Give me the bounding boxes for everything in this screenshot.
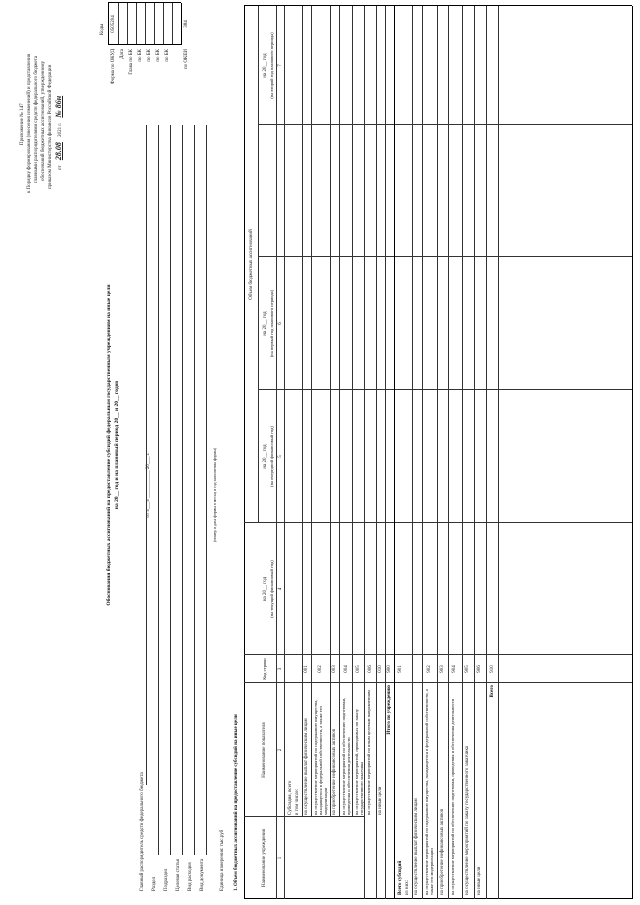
code-value-okud: 0505204 — [111, 15, 116, 33]
row-including: в том числе: — [295, 788, 300, 815]
appendix-line-5: приказом Министерства финансов Российской Федерации — [48, 64, 53, 189]
document-title-years: на 20__ год и на плановый период 20__ и 20__ годов — [114, 380, 120, 510]
row-label-006: на осуществление мероприятий по иным целевым направлениям — [366, 690, 371, 815]
document-title: Обоснования бюджетных ассигнований на предоставление субсидий федеральным государственным учреждениям на иные цели — [106, 284, 112, 606]
appendix-line-6 — [56, 96, 64, 170]
row-label-001: на осуществление выплат физическим лицам — [304, 718, 309, 815]
appendix-date-handwritten: 28.08 — [54, 142, 63, 161]
row-label-005: на осуществление мероприятий, проводимых по заказу государственного заказчика — [354, 708, 364, 815]
field-document-type: Вид документа — [200, 858, 205, 891]
col-header-y3-note: (на второй год планового периода) — [269, 32, 274, 99]
code-label-bk-3: по БК — [156, 49, 161, 62]
section2-row-code-905: 905 — [465, 665, 470, 673]
row-code-006: 006 — [368, 665, 373, 673]
appendix-number-handwritten: № 86н — [54, 95, 63, 118]
appendix-year: 2021 г. — [58, 122, 63, 137]
code-label-bk-1: по БК — [138, 49, 143, 62]
section2-row-code-904: 904 — [452, 665, 457, 673]
col-header-y3: на 20__ год — [263, 53, 268, 78]
appendix-line-4: обоснований бюджетных ассигнований, утвержденному — [41, 61, 46, 181]
section2-title: Всего субсидий — [398, 860, 403, 895]
appendix-line-3: главными распорядителями средств федерального бюджета — [34, 55, 39, 183]
col-header-code: Код строки — [262, 658, 267, 680]
col-number-6: 6 — [278, 322, 283, 325]
col-header-y0-note: (на текущий финансовый год) — [269, 560, 274, 618]
row-code-001: 001 — [304, 665, 309, 673]
grand-total-code: 910 — [490, 665, 495, 673]
col-header-institution: Наименование учреждения — [262, 829, 267, 888]
section2-row-label-902: на осуществление мероприятий по содержанию имущества, находящегося в федеральной собственности, а также его модернизации — [424, 689, 434, 895]
row-code-010: 010 — [378, 665, 383, 673]
form-date-note: (номер и дата формы в месяц и год заполнения формы) — [212, 447, 217, 543]
col-number-1: 1 — [278, 856, 283, 860]
institution-total-code: 900 — [387, 665, 392, 673]
col-header-y2-note: (на первый год планового периода) — [269, 289, 274, 358]
section2-sub: из них: — [405, 879, 410, 895]
section2-row-label-906: на иные цели — [477, 866, 482, 895]
col-number-7: 7 — [278, 64, 283, 67]
codes-header: Коды — [100, 23, 105, 35]
col-header-indicator: Наименование показателя — [262, 722, 267, 778]
appendix-date-prefix: от — [58, 165, 63, 170]
field-subsection: Подраздел — [164, 868, 169, 891]
row-code-003: 003 — [332, 665, 337, 673]
appendix-line-2: к Порядку формирования (внесения изменений) и представления — [27, 53, 32, 193]
form-date-line: от «___» ___________ 20___ г. — [146, 452, 151, 518]
field-expense-type: Вид расходов — [188, 862, 193, 891]
appendix-line-1: Приложение № 147 — [20, 103, 25, 145]
code-label-okei: по ОКЕИ — [184, 49, 189, 70]
col-number-2: 2 — [278, 748, 283, 752]
row-label-003: на приобретение нефинансовых активов — [332, 728, 337, 815]
col-header-y0: на 20__ год — [263, 576, 268, 602]
section1-title: 1. Объем бюджетных ассигнований на предоставление субсидий на иные цели — [234, 714, 239, 891]
row-subsidy-total: Субсидия, всего — [288, 780, 293, 815]
row-code-002: 002 — [318, 665, 323, 673]
row-code-005: 005 — [356, 665, 361, 673]
institution-total-label: Итого по учреждению — [387, 685, 392, 735]
section2-row-code-906: 906 — [477, 665, 482, 673]
code-label-bk-2: по БК — [147, 49, 152, 62]
field-section: Раздел — [152, 876, 157, 891]
col-number-5: 5 — [278, 455, 283, 458]
code-label-date: Дата — [120, 49, 125, 59]
code-label-bk-4: по БК — [165, 49, 170, 62]
section2-row-label-901: на осуществление выплат физическим лицам — [414, 798, 419, 895]
col-header-y2: на 20__ год — [263, 311, 268, 336]
section2-row-code-901: 901 — [398, 665, 403, 673]
row-code-004: 004 — [344, 665, 349, 673]
code-label-okud: Форма по ОКУД — [111, 49, 116, 85]
section2-row-label-903: на приобретение нефинансовых активов — [440, 808, 445, 895]
col-header-y1: на 20__ год — [263, 444, 268, 469]
units-label: Единица измерения: тыс.руб — [220, 829, 225, 891]
section2-row-label-905: на осуществление мероприятий по заказу государственного заказчика — [465, 745, 470, 895]
section2-row-code-903: 903 — [440, 665, 445, 673]
col-header-group: Объем бюджетных ассигнований — [249, 229, 254, 300]
field-gov-manager: Главный распорядитель средств федерального бюджета — [140, 772, 145, 891]
grand-total-label: Всего — [490, 685, 495, 698]
code-label-glava: Глава по БК — [129, 49, 134, 75]
row-label-004: на осуществление мероприятий по обеспечению подготовки, проведения и обеспечения деятельности — [341, 697, 351, 815]
col-header-y1-note: (на очередной финансовый год) — [269, 426, 274, 487]
col-number-3: 3 — [278, 667, 283, 671]
code-value-okei: 384 — [184, 20, 189, 28]
field-target-article: Целевая статья — [176, 859, 181, 891]
row-label-002: на осуществление мероприятий по содержанию имущества, находящегося в федеральной собственности, а также его модернизации — [313, 699, 328, 815]
col-number-4: 4 — [278, 587, 283, 591]
row-label-010: на иные цели — [378, 786, 383, 815]
section2-row-code-902: 902 — [427, 665, 432, 673]
section2-row-label-904: на осуществление мероприятий по обеспечению подготовки, проведения и обеспечения деятельности — [450, 698, 455, 895]
